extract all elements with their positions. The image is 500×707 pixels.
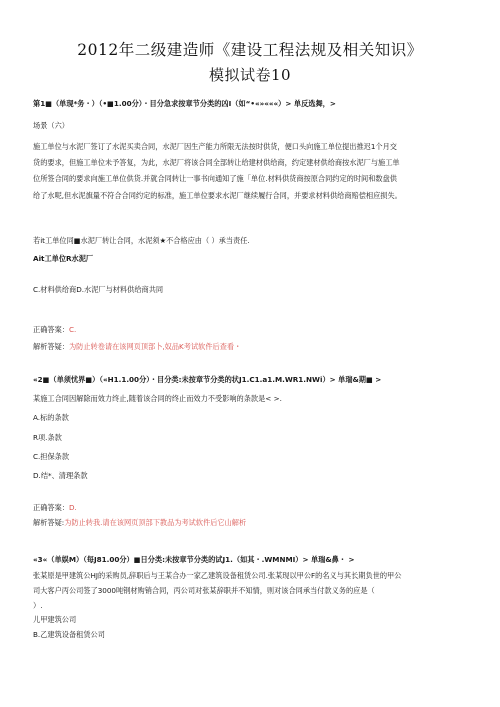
question-2-option-b: R项.条款 (33, 433, 62, 442)
question-3-header: «3«（单娱M）（每J81.00分）■日分类:未按章节分类的试J1.（如其・.WMNMI）> 单瑞&鼻・ > (33, 555, 355, 564)
question-1-options-ab: Ait工单位R水泥厂 (33, 254, 94, 263)
passage-line: 位所签合同的要求向施工单位供货.并就合同转让一事书向通知了施「单位.材料供货商按原合同约定的时间和数盘供 (33, 174, 397, 184)
question-3-option-a: 儿甲建筑公司 (33, 615, 77, 624)
analysis-label: 解析答疑： (33, 342, 69, 351)
answer-label: 正确答案： (33, 503, 69, 512)
answer-value: C. (68, 325, 77, 334)
question-2-option-d: D.结*、清理条款 (33, 471, 88, 480)
passage-line: 施工单位与水泥厂签订了水泥买卖合同，水泥厂因生产能力所限无法按时供货，便口头向施工单位提出推迟1个月交 (33, 142, 397, 151)
passage-line: 给了水呢,但水泥旗量不符合合同约定的标准，施工单位要求水泥厂继续履行合同，并要求材料供给商赔偿相应损失。 (33, 190, 402, 200)
document-subtitle: 模拟试卷10 (208, 66, 292, 84)
question-2-header: «2■（单须忧界■）（«H1.1.00分）・目分类:未按章节分类的状J1.C1.a1.M.WR1.NWi）> 单瑞&期■ > (33, 375, 382, 384)
question-3-option-b: B.乙建筑设备租赁公司 (33, 630, 105, 639)
question-1-analysis (33, 342, 473, 352)
document-title: 2012年二级建造师《建设工程法规及相关知识》 (77, 41, 423, 59)
analysis-label: 解析答疑: (33, 518, 65, 527)
answer-label: 正确答案： (33, 325, 69, 334)
question-3-stem-line: 司大客户丙公司签了3000吨钢材购销合同，丙公司对张某辞职并不知情，则对该合同承当付款义务的应是（ (33, 586, 375, 595)
question-2-option-a: A.标的条款 (33, 413, 69, 422)
question-2-option-c: C.担保条款 (33, 452, 70, 461)
question-1-answer (33, 325, 473, 335)
question-1-header: 第1■（单现*务・）（•■1.00分）・目分急求按章节分类的凶I（如“•«»«««）> 单反选舞，> (33, 99, 336, 108)
question-3-stem-line: 张某原是甲建筑公HJ的采购员,辞职后与王某合办一家乙建筑设备租赁公司.张某现以甲公F的名义与其长期负世的甲公 (33, 571, 402, 580)
analysis-text: 为防止转我.请在该网页顶部下教品为考试软件后它山解析 (64, 518, 247, 527)
answer-value: D. (68, 503, 77, 512)
question-2-answer (33, 503, 473, 513)
question-1-passage (33, 139, 469, 204)
question-3-stem-line: ）. (33, 601, 43, 610)
passage-line: 货的要求，但施工单位未予答复，为此，水泥厂将该合同全部转让给建材供给商，约定建材供给商按水泥厂与施工单 (33, 158, 400, 168)
question-1-scene: 场景（六） (33, 121, 69, 130)
question-2-analysis (33, 518, 473, 528)
question-1-options-cd: C.材料供给商D.水泥厂与材料供给商共同 (33, 285, 164, 294)
question-1-stem: 若it工单位同■水泥厂转让合同，水泥须★不合格应由（ ）承当责任. (33, 236, 250, 245)
analysis-text: 为防止转卷请在该网页顶部卜,奴品K考试软件后查看・ (68, 342, 242, 351)
question-2-stem: 某施工合同因解除而效力终止,随着该合同的终止而效力不受影响的条款是< >. (33, 394, 282, 403)
